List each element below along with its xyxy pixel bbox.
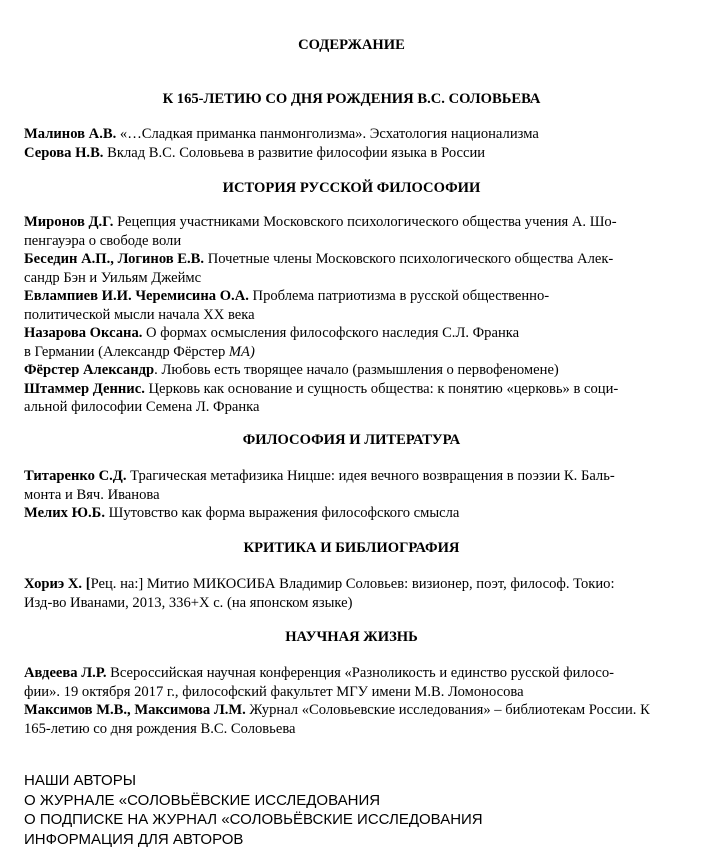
toc-entry (24, 287, 689, 324)
entry-line (24, 287, 689, 306)
section-heading: ФИЛОСОФИЯ И ЛИТЕРАТУРА (242, 432, 461, 448)
toc-entry (24, 250, 689, 287)
entry-line (24, 380, 689, 399)
entry-author: Малинов А.В. (24, 126, 117, 142)
entry-line (24, 343, 689, 362)
entry-author: Штаммер Деннис. (24, 380, 145, 397)
entry-line: политической мысли начала XX века (24, 306, 255, 323)
entry-author: Беседин А.П., Логинов Е.В. (24, 251, 205, 267)
entry-text: в Германии (Александр Фёрстер (24, 343, 229, 360)
page-title: СОДЕРЖАНИЕ (298, 37, 405, 53)
footer-item: ИНФОРМАЦИЯ ДЛЯ АВТОРОВ (24, 830, 244, 848)
entry-author: Авдеева Л.Р. (24, 665, 107, 681)
entry-author: Фёрстер Александр (24, 362, 155, 378)
footer-list (24, 771, 684, 849)
toc-entry (24, 213, 689, 250)
toc-entry (24, 125, 689, 144)
entry-author: Титаренко С.Д. (24, 468, 127, 484)
entry-line: Изд-во Иванами, 2013, 336+X с. (на японском языке) (24, 594, 353, 611)
footer-item: НАШИ АВТОРЫ (24, 772, 136, 789)
entry-text: Трагическая метафизика Ницше: идея вечного возвращения в поэзии К. Баль- (126, 468, 615, 484)
toc-entry (24, 380, 689, 417)
toc-entry (24, 664, 689, 701)
footer-item: О ЖУРНАЛЕ «СОЛОВЬЁВСКИЕ ИССЛЕДОВАНИЯ (24, 791, 381, 809)
entry-text: Рец. на:] Митио МИКОСИБА Владимир Соловьев: визионер, поэт, философ. Токио: (90, 576, 615, 592)
entry-author: Серова Н.В. (24, 144, 104, 161)
toc-entry (24, 575, 689, 612)
entry-line (24, 701, 689, 720)
section-heading: НАУЧНАЯ ЖИЗНЬ (285, 629, 418, 645)
entry-text: Журнал «Соловьевские исследования» – библиотекам России. К (245, 702, 650, 718)
entry-text: «…Сладкая приманка панмонголизма». Эсхатология национализма (116, 126, 539, 142)
entry-line (24, 467, 689, 486)
entry-text: Шутовство как форма выражения философского смысла (104, 505, 460, 521)
entry-line: пенгауэра о свободе воли (24, 232, 182, 249)
entry-line: монта и Вяч. Иванова (24, 486, 160, 503)
entry-text: Вклад В.С. Соловьева в развитие философии языка в России (103, 144, 486, 161)
entry-text: . Любовь есть творящее начало (размышления о первофеномене) (154, 362, 559, 378)
entry-author: Евлампиев И.И. Черемисина О.А. (24, 288, 249, 304)
section-heading: К 165-ЛЕТИЮ СО ДНЯ РОЖДЕНИЯ В.С. СОЛОВЬЕВА (162, 91, 541, 107)
entry-text: Церковь как основание и сущность общества: к понятию «церковь» в соци- (144, 380, 619, 397)
toc-entry (24, 467, 689, 504)
section-heading: ИСТОРИЯ РУССКОЙ ФИЛОСОФИИ (222, 180, 481, 196)
entry-line (24, 125, 689, 144)
toc-entry (24, 361, 689, 380)
entry-text-italic: MA) (228, 343, 255, 360)
entry-line (24, 144, 689, 163)
entry-line (24, 504, 689, 523)
entry-line: 165-летию со дня рождения В.С. Соловьева (24, 720, 296, 737)
entry-author: Миронов Д.Г. (24, 214, 114, 230)
toc-entry (24, 144, 689, 163)
entry-line (24, 575, 689, 594)
entry-line (24, 324, 689, 343)
entry-line (24, 250, 689, 269)
entry-text: О формах осмысления философского наследия С.Л. Франка (142, 325, 520, 341)
entry-text: Почетные члены Московского психологического общества Алек- (204, 251, 614, 267)
entry-text: Всероссийская научная конференция «Разноликость и единство русской филосо- (106, 665, 615, 681)
entry-text: Проблема патриотизма в русской общественно- (248, 288, 550, 304)
entry-line: сандр Бэн и Уильям Джеймс (24, 269, 202, 286)
entry-line (24, 664, 689, 683)
entry-line: альной философии Семена Л. Франка (24, 399, 260, 415)
entry-author: Назарова Оксана. (24, 325, 143, 341)
entry-author: Хориэ Х. [ (24, 576, 91, 592)
entry-line: фии». 19 октября 2017 г., философский факультет МГУ имени М.В. Ломоносова (24, 683, 524, 700)
toc-entry (24, 701, 689, 738)
entry-line (24, 361, 689, 380)
footer-item: О ПОДПИСКЕ НА ЖУРНАЛ «СОЛОВЬЁВСКИЕ ИССЛЕДОВАНИЯ (24, 811, 483, 828)
toc-entry (24, 504, 689, 523)
entry-author: Мелих Ю.Б. (24, 505, 105, 521)
entry-line (24, 213, 689, 232)
entry-author: Максимов М.В., Максимова Л.М. (24, 702, 246, 718)
entry-text: Рецепция участниками Московского психологического общества учения А. Шо- (113, 214, 617, 230)
section-heading: КРИТИКА И БИБЛИОГРАФИЯ (243, 540, 460, 556)
toc-entry (24, 324, 689, 361)
